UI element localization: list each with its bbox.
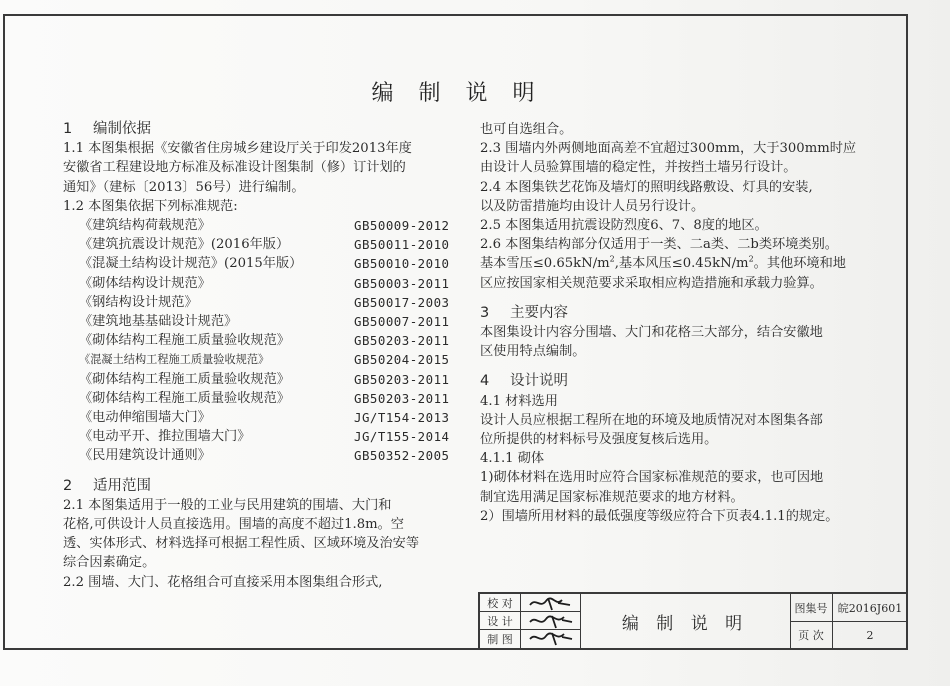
standard-code: GB50204-2015 [354, 352, 450, 368]
page-number: 2 [866, 628, 874, 642]
standard-item [63, 235, 458, 254]
standard-item [63, 254, 458, 273]
standard-name: 《砌体结构工程施工质量验收规范》 [79, 371, 290, 387]
section-3-heading [480, 304, 880, 323]
standard-code: GB50009-2012 [354, 218, 450, 234]
paragraph-line: 设计人员应根据工程所在地的环境及地质情况对本图集各部 [480, 412, 823, 428]
section-number: 3 [480, 304, 490, 321]
paragraph-line: 安徽省工程建设地方标准及标准设计图集制（修）订计划的 [63, 160, 406, 176]
section-number: 4 [480, 373, 490, 390]
section-title: 编制依据 [93, 121, 151, 137]
paragraph-line: 2.1 本图集适用于一般的工业与民用建筑的围墙、大门和 [63, 497, 392, 513]
paragraph-line: 2.6 本图集结构部分仅适用于一类、二a类、二b类环境类别。 [480, 237, 838, 253]
paragraph-line: 区使用特点编制。 [480, 344, 586, 360]
spacer [63, 466, 458, 477]
divider [520, 594, 521, 648]
paragraph-line: 2）围墙所用材料的最低强度等级应符合下页表4.1.1的规定。 [480, 508, 839, 524]
review-label: 校 对 [487, 596, 513, 610]
standard-code: JG/T154-2013 [354, 410, 450, 426]
standard-name: 《砌体结构工程施工质量验收规范》 [79, 333, 290, 349]
paragraph-line: 综合因素确定。 [63, 555, 156, 571]
standard-name: 《混凝土结构设计规范》(2015年版） [79, 256, 303, 272]
atlas-number: 皖2016J601 [837, 601, 903, 615]
paragraph-line: 由设计人员验算围墙的稳定性，并按挡土墙另行设计。 [480, 160, 797, 176]
paragraph-line: 区应按国家相关规范要求采取相应构造措施和承载力验算。 [480, 275, 823, 291]
standard-item [63, 350, 458, 369]
paragraph-line: 1)砌体材料在选用时应符合国家标准规范的要求，也可因地 [480, 470, 824, 486]
atlas-number-label: 图集号 [794, 601, 828, 615]
standard-name: 《钢结构设计规范》 [79, 294, 198, 310]
page-title: 编 制 说 明 [371, 81, 544, 106]
section-4-heading [480, 372, 880, 391]
standard-item [63, 274, 458, 293]
standard-item [63, 446, 458, 465]
paragraph-line: 花格,可供设计人员直接选用。围墙的高度不超过1.8m。空 [63, 517, 404, 533]
section-number: 2 [63, 477, 73, 494]
section-title: 主要内容 [510, 304, 568, 321]
standard-name: 《电动平开、推拉围墙大门》 [79, 429, 251, 445]
standard-item [63, 331, 458, 350]
page-label: 页 次 [798, 629, 824, 642]
wind-load-text: ,基本风压≤0.45kN/m [614, 256, 749, 272]
paragraph-text: 。其他环境和地 [753, 256, 846, 272]
paragraph-line: 2.5 本图集适用抗震设防烈度6、7、8度的地区。 [480, 218, 768, 234]
standard-name: 《建筑抗震设计规范》(2016年版） [79, 237, 290, 253]
paragraph-line: 2.3 围墙内外两侧地面高差不宜超过300mm，大于300mm时应 [480, 141, 857, 157]
standard-item [63, 293, 458, 312]
standard-item [63, 427, 458, 446]
subsection-heading: 4.1 材料选用 [480, 393, 558, 409]
standard-item [63, 216, 458, 235]
standard-name: 《砌体结构设计规范》 [79, 275, 211, 291]
standard-name: 《建筑结构荷载规范》 [79, 218, 211, 234]
paragraph-line: 2.2 围墙、大门、花格组合可直接采用本图集组合形式, [63, 574, 383, 590]
paragraph-line: 制宜选用满足国家标准规范要求的地方材料。 [480, 489, 744, 505]
paragraph-line: 2.4 本图集铁艺花饰及墙灯的照明线路敷设、灯具的安装, [480, 179, 813, 195]
sheet-title: 编 制 说 明 [621, 613, 749, 634]
section-1-heading [63, 120, 458, 139]
right-column [480, 120, 880, 526]
left-column [63, 120, 458, 592]
standard-name: 《建筑地基基础设计规范》 [79, 314, 238, 330]
standard-code: GB50203-2011 [354, 390, 450, 406]
standard-code: GB50003-2011 [354, 275, 450, 291]
section-title: 设计说明 [510, 373, 568, 390]
subsection-heading: 4.1.1 砌体 [480, 451, 545, 467]
section-2-heading [63, 477, 458, 496]
signature-image [526, 595, 576, 647]
standard-name: 《电动伸缩围墙大门》 [79, 410, 211, 426]
superscript: 2 [609, 255, 615, 265]
paragraph-line: 也可自选组合。 [480, 122, 573, 137]
design-label: 设 计 [487, 614, 513, 628]
paragraph-line: 透、实体形式、材料选择可根据工程性质、区域环境及治安等 [63, 536, 420, 552]
standard-item [63, 408, 458, 427]
standard-item [63, 370, 458, 389]
standard-code: GB50007-2011 [354, 314, 450, 330]
standard-code: GB50011-2010 [354, 237, 450, 253]
paragraph-line: 通知》（建标〔2013〕56号）进行编制。 [63, 179, 305, 195]
drawing-frame [3, 14, 908, 650]
spacer [480, 293, 880, 304]
draw-label: 制 图 [487, 633, 513, 646]
paragraph-line [480, 254, 880, 273]
standard-item [63, 312, 458, 331]
snow-load-text: 基本雪压≤0.65kN/m [480, 256, 610, 272]
paragraph-line: 1.1 本图集根据《安徽省住房城乡建设厅关于印发2013年度 [63, 141, 412, 157]
paragraph-line: 以及防雷措施均由设计人员另行设计。 [480, 198, 705, 214]
standard-code: JG/T155-2014 [354, 429, 450, 445]
section-title: 适用范围 [93, 477, 151, 494]
paragraph-line: 本图集设计内容分围墙、大门和花格三大部分，结合安徽地 [480, 325, 823, 341]
standard-code: GB50017-2003 [354, 294, 450, 310]
standard-name: 《砌体结构工程施工质量验收规范》 [79, 390, 290, 406]
standard-item [63, 389, 458, 408]
standard-code: GB50203-2011 [354, 371, 450, 387]
standard-name: 《民用建筑设计通则》 [79, 448, 211, 464]
superscript: 2 [748, 255, 754, 265]
spacer [480, 361, 880, 372]
standard-code: GB50352-2005 [354, 448, 450, 464]
standard-name: 《混凝土结构工程施工质量验收规范》 [79, 353, 270, 367]
standard-code: GB50010-2010 [354, 256, 450, 272]
paragraph-line: 位所提供的材料标号及强度复核后选用。 [480, 432, 718, 448]
paragraph-line: 1.2 本图集依据下列标准规范: [63, 198, 238, 214]
title-block [478, 592, 906, 648]
standard-code: GB50203-2011 [354, 333, 450, 349]
section-number: 1 [63, 121, 73, 137]
standards-list [63, 216, 458, 466]
